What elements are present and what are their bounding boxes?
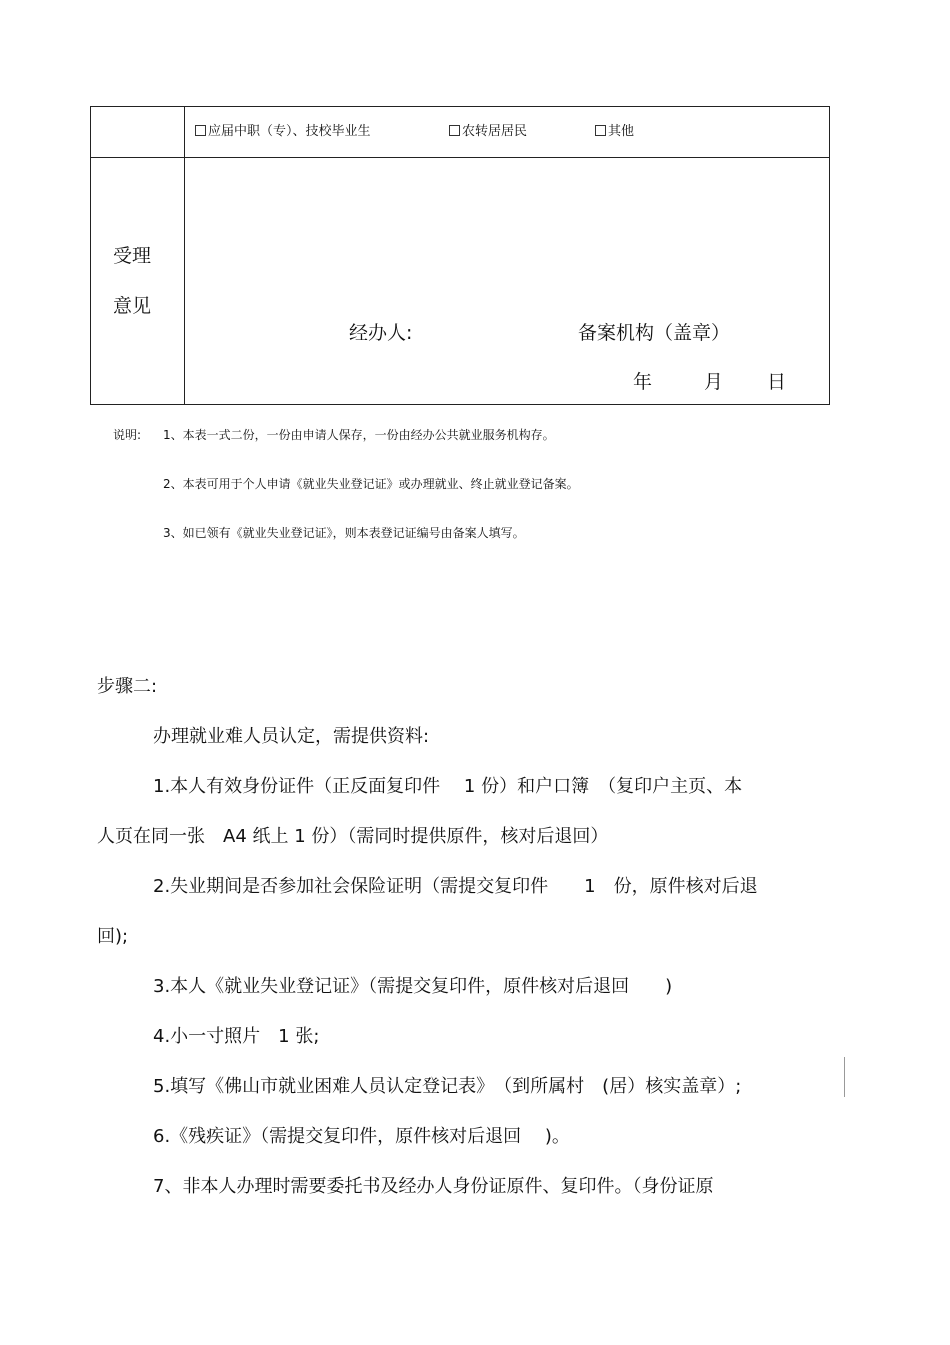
date-year-label: 年 <box>633 371 653 393</box>
step-heading: 步骤二: <box>97 676 158 697</box>
note-item: 3、如已领有《就业失业登记证》，则本表登记证编号由备案人填写。 <box>163 526 525 540</box>
table-row-divider <box>91 157 829 158</box>
acceptance-form-table <box>90 106 830 405</box>
category-option-vocational-graduate[interactable] <box>195 120 371 139</box>
note-item: 1、本表一式二份，一份由申请人保存，一份由经办公共就业服务机构存。 <box>163 428 555 442</box>
table-column-divider <box>184 107 185 404</box>
checkbox-icon[interactable] <box>595 125 606 136</box>
requirement-line: 回); <box>97 926 129 947</box>
checkbox-icon[interactable] <box>449 125 460 136</box>
requirement-line: 5.填写《佛山市就业困难人员认定登记表》 （到所属村 (居）核实盖章）; <box>153 1076 742 1097</box>
agency-seal-label: 备案机构（盖章） <box>578 322 731 344</box>
category-option-other[interactable] <box>595 120 634 139</box>
date-day-label: 日 <box>767 371 787 393</box>
step-intro: 办理就业难人员认定，需提供资料: <box>153 726 430 747</box>
requirement-line: 6.《残疾证》（需提交复印件，原件核对后退回 )。 <box>153 1126 570 1147</box>
category-label: 其他 <box>608 124 635 139</box>
requirement-line: 3.本人《就业失业登记证》（需提交复印件，原件核对后退回 ) <box>153 976 673 997</box>
requirement-line: 2.失业期间是否参加社会保险证明（需提交复印件 1 份，原件核对后退 <box>153 876 758 897</box>
date-month-label: 月 <box>704 371 724 393</box>
category-label: 农转居居民 <box>462 124 528 139</box>
requirement-line: 人页在同一张 A4 纸上 1 份）（需同时提供原件，核对后退回） <box>97 826 609 847</box>
acceptance-label-line2: 意见 <box>113 295 152 317</box>
requirement-line: 1.本人有效身份证件（正反面复印件 1 份）和户口簿 （复印户主页、本 <box>153 776 743 797</box>
note-item: 2、本表可用于个人申请《就业失业登记证》或办理就业、终止就业登记备案。 <box>163 477 579 491</box>
category-label: 应届中职（专）、技校毕业生 <box>208 124 371 139</box>
notes-prefix: 说明: <box>113 428 142 442</box>
text-cursor-bar <box>844 1057 845 1097</box>
requirement-line: 4.小一寸照片 1 张; <box>153 1026 320 1047</box>
category-option-rural-to-urban[interactable] <box>449 120 527 139</box>
checkbox-icon[interactable] <box>195 125 206 136</box>
handler-label: 经办人: <box>349 322 413 344</box>
acceptance-label-line1: 受理 <box>113 245 152 267</box>
requirement-line: 7、非本人办理时需要委托书及经办人身份证原件、复印件。（身份证原 <box>153 1176 714 1197</box>
